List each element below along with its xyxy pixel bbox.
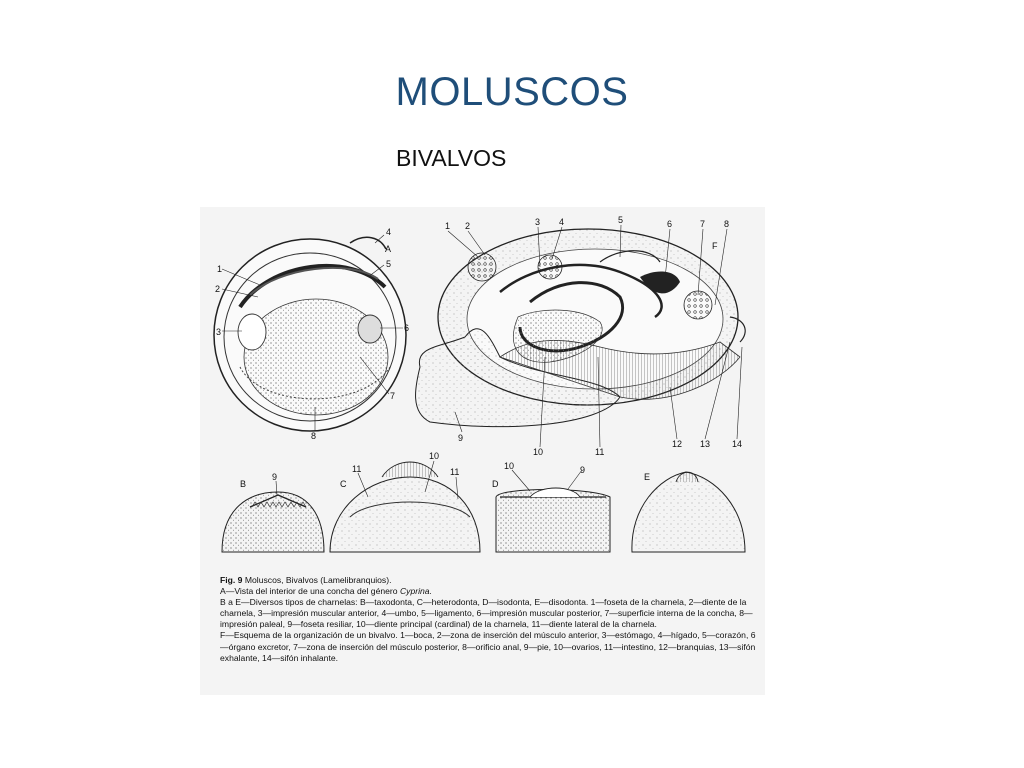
- label-f-11: 11: [595, 447, 605, 457]
- label-a-8: 8: [311, 431, 317, 441]
- panel-b-taxodont-hinge: [222, 481, 324, 552]
- caption-line-a: [220, 586, 760, 597]
- label-f-6: 6: [667, 219, 673, 229]
- label-f-13: 13: [700, 439, 711, 449]
- panel-letter-e: E: [644, 472, 651, 482]
- label-a-2: 2: [215, 284, 221, 294]
- label-a-3: 3: [216, 327, 222, 337]
- panel-letter-a: A: [385, 244, 392, 254]
- label-c-11-left: 11: [352, 464, 362, 474]
- panel-letter-d: D: [492, 479, 499, 489]
- figure-caption: [220, 575, 760, 664]
- caption-line-f: F—Esquema de la organización de un bivalvo. 1—boca, 2—zona de inserción del músculo anterior, 3—estómago, 4—hígado, 5—corazón, 6—órgano excretor, 7—zona de inserción del músculo posterior, 8—orificio anal, 9—pie, 10—ovarios, 11—intestino, 12—branquias, 13—sifón exhalante, 14—sifón inhalante.: [220, 630, 756, 663]
- label-f-4: 4: [559, 217, 565, 227]
- panel-letter-f: F: [712, 241, 718, 251]
- slide-title: MOLUSCOS: [395, 70, 629, 114]
- label-f-8: 8: [724, 219, 730, 229]
- slide-subtitle: BIVALVOS: [396, 145, 507, 171]
- panel-letter-c: C: [340, 479, 347, 489]
- caption-genus: Cyprina.: [399, 586, 432, 597]
- panel-letter-b: B: [240, 479, 247, 489]
- caption-heading-line: [220, 575, 760, 586]
- label-a-5: 5: [386, 259, 392, 269]
- label-a-4: 4: [386, 227, 392, 237]
- label-d-9: 9: [580, 465, 586, 475]
- label-f-14: 14: [732, 439, 743, 449]
- label-c-10: 10: [429, 451, 440, 461]
- caption-line-b: B a E—Diversos tipos de charnelas: B—taxodonta, C—heterodonta, D—isodonta, E—disodonta. 1—foseta de la charnela, 2—diente de la charnela, 3—impresión muscular anterior, 4—umbo, 5—ligamento, 6—impresión muscular posterior, 7—superficie interna de la concha, 8—impresión paleal, 9—foseta resiliar, 10—diente principal (cardinal) de la charnela, 11—diente lateral de la charnela.: [220, 597, 753, 630]
- label-f-3: 3: [535, 217, 541, 227]
- caption-a-text: A—Vista del interior de una concha del género: [220, 586, 398, 597]
- panel-e-dysodont-hinge: [632, 472, 745, 552]
- label-d-10: 10: [504, 461, 515, 471]
- label-f-10: 10: [533, 447, 544, 457]
- label-b-9: 9: [272, 472, 278, 482]
- label-a-1: 1: [217, 264, 223, 274]
- label-f-7: 7: [700, 219, 706, 229]
- label-a-6: 6: [404, 323, 410, 333]
- panel-d-isodont-hinge: [496, 470, 610, 552]
- label-f-12: 12: [672, 439, 683, 449]
- label-a-7: 7: [390, 391, 396, 401]
- panel-f-bivalve-anatomy: [416, 225, 746, 447]
- panel-a-shell-interior: [214, 235, 406, 431]
- label-f-2: 2: [465, 221, 471, 231]
- figure-plate: [200, 207, 765, 695]
- label-c-11-right: 11: [450, 467, 460, 477]
- label-f-5: 5: [618, 215, 624, 225]
- label-f-1: 1: [445, 221, 451, 231]
- label-f-9: 9: [458, 433, 464, 443]
- caption-heading: Moluscos, Bivalvos (Lamelibranquios).: [244, 575, 392, 585]
- caption-fig-label: Fig. 9: [220, 575, 243, 585]
